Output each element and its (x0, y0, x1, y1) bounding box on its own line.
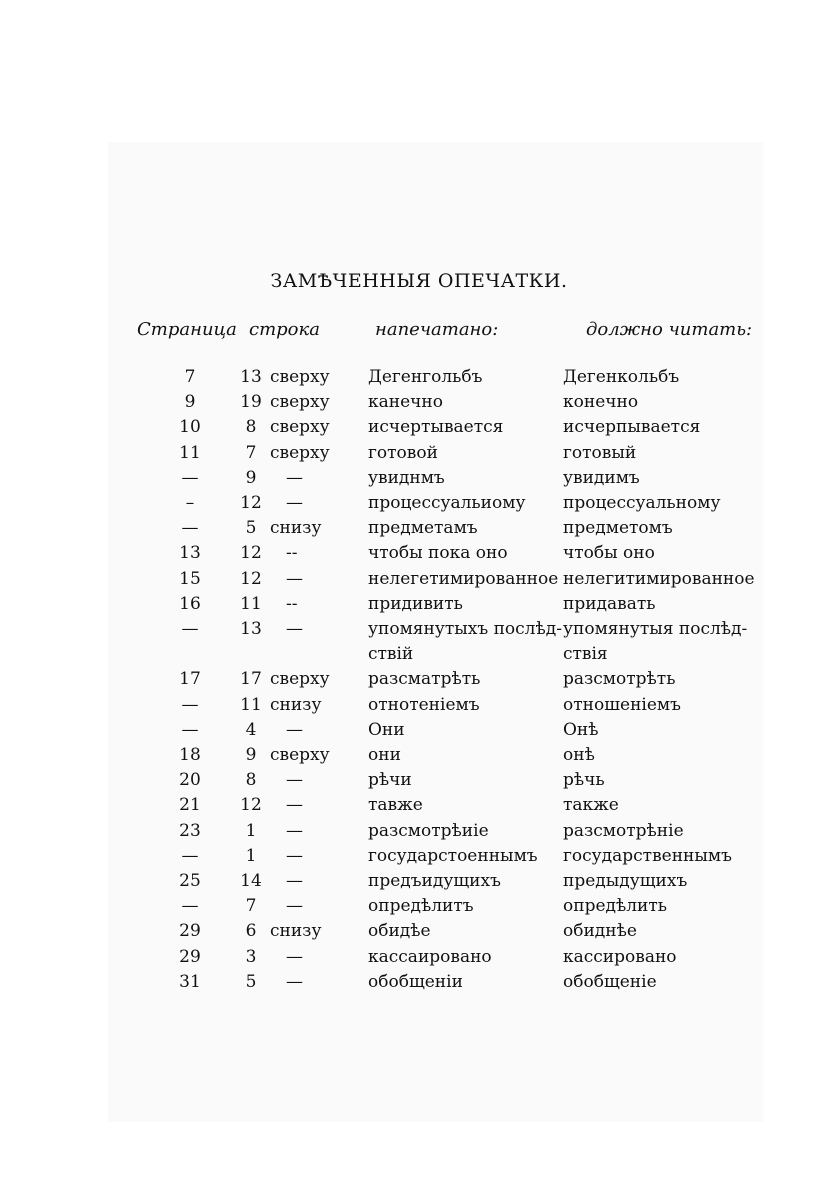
row-page: 11 (179, 442, 201, 463)
row-direction: сверху (270, 745, 330, 765)
row-direction: — (286, 568, 303, 589)
row-printed: упомянутыхъ послѣд- (368, 619, 562, 639)
table-row (0, 491, 840, 516)
table-row (0, 793, 840, 818)
row-correct: придавать (563, 593, 656, 614)
row-correct: онѣ (563, 745, 595, 765)
row-correct: разсмотрѣніе (563, 820, 684, 841)
row-correct: Дегенкольбъ (563, 367, 680, 387)
row-line: 9 (245, 467, 257, 488)
row-line: 8 (245, 417, 257, 438)
row-direction: — (286, 493, 303, 513)
row-printed: предъидущихъ (368, 871, 501, 891)
row-printed: тавже (368, 795, 423, 816)
row-printed: рѣчи (368, 770, 412, 791)
row-page: — (181, 694, 199, 715)
page-title: ЗАМѢЧЕННЫЯ ОПЕЧАТКИ. (270, 270, 568, 292)
row-page: – (185, 493, 195, 513)
row-line: 4 (245, 719, 257, 740)
table-row (0, 516, 840, 541)
row-direction: — (286, 971, 303, 992)
row-page: 18 (179, 745, 201, 765)
row-printed: увиднмъ (368, 467, 445, 488)
row-line: 11 (240, 593, 262, 614)
row-direction: снизу (270, 921, 322, 942)
row-page: 15 (179, 568, 201, 589)
row-correct: опредѣлить (563, 896, 668, 917)
row-line: 13 (240, 367, 262, 387)
row-direction: сверху (270, 367, 330, 387)
row-direction: — (286, 719, 303, 740)
row-page: — (181, 719, 199, 740)
row-direction: — (286, 795, 303, 816)
row-direction: — (286, 871, 303, 891)
row-correct: обобщеніе (563, 971, 657, 992)
row-correct: отношеніемъ (563, 694, 681, 715)
row-correct: нелегитимированное (563, 568, 755, 589)
row-correct: государственнымъ (563, 845, 732, 866)
header-correct: должно читать: (586, 319, 753, 340)
table-row (0, 441, 840, 466)
row-printed: предметамъ (368, 518, 478, 539)
row-direction: сверху (270, 442, 330, 463)
row-printed: государстоеннымъ (368, 845, 538, 866)
row-printed: кассаировано (368, 946, 492, 967)
row-page: 9 (184, 392, 196, 413)
row-printed: исчертывается (368, 417, 504, 438)
row-direction: сверху (270, 392, 330, 413)
table-row (0, 894, 840, 919)
row-printed: процессуальиому (368, 493, 526, 513)
table-row (0, 919, 840, 944)
row-page: — (181, 896, 199, 917)
row-printed: разсматрѣть (368, 669, 481, 690)
table-row (0, 592, 840, 617)
table-row (0, 743, 840, 768)
row-page: — (181, 518, 199, 539)
row-printed: придивить (368, 593, 463, 614)
row-line: 6 (245, 921, 257, 942)
row-direction: — (286, 845, 303, 866)
row-line: 12 (240, 493, 262, 513)
row-line: 7 (245, 442, 257, 463)
table-row (0, 693, 840, 718)
row-page: 31 (179, 971, 201, 992)
table-header (0, 317, 840, 342)
row-correct: конечно (563, 392, 639, 413)
row-page: 20 (179, 770, 201, 791)
row-page: 13 (179, 543, 201, 564)
row-line: 12 (240, 795, 262, 816)
row-correct-continuation: ствія (563, 644, 608, 665)
row-page: 7 (184, 367, 196, 387)
row-printed-continuation: ствій (368, 644, 414, 665)
table-row (0, 541, 840, 566)
row-correct: предыдущихъ (563, 871, 688, 891)
row-printed: Дегенгольбъ (368, 367, 483, 387)
row-correct: увидимъ (563, 467, 640, 488)
table-row (0, 617, 840, 642)
row-direction: снизу (270, 518, 322, 539)
table-row (0, 567, 840, 592)
row-correct: предметомъ (563, 518, 673, 539)
row-page: 23 (179, 820, 201, 841)
row-line: 17 (240, 669, 262, 690)
table-row (0, 390, 840, 415)
table-row (0, 768, 840, 793)
row-line: 19 (240, 392, 262, 413)
row-page: 17 (179, 669, 201, 690)
row-direction: — (286, 770, 303, 791)
row-direction: — (286, 467, 303, 488)
header-line: строка (249, 319, 320, 340)
row-line: 1 (245, 845, 257, 866)
row-line: 9 (245, 745, 257, 765)
row-correct: разсмотрѣть (563, 669, 676, 690)
row-direction: -- (286, 593, 298, 614)
row-page: — (181, 619, 199, 639)
row-direction: — (286, 946, 303, 967)
row-page: 25 (179, 871, 201, 891)
row-printed: опредѣлитъ (368, 896, 474, 917)
row-printed: Они (368, 719, 405, 740)
row-correct: обиднѣе (563, 921, 637, 942)
row-correct: исчерпывается (563, 417, 701, 438)
row-page: — (181, 845, 199, 866)
row-line: 11 (240, 694, 262, 715)
row-line: 14 (240, 871, 262, 891)
row-correct: готовый (563, 442, 637, 463)
row-printed: канечно (368, 392, 443, 413)
row-page: 16 (179, 593, 201, 614)
row-correct: процессуальному (563, 493, 721, 513)
row-correct: чтобы оно (563, 543, 655, 564)
row-correct: упомянутыя послѣд- (563, 619, 748, 639)
row-direction: — (286, 619, 303, 639)
row-direction: снизу (270, 694, 322, 715)
row-direction: — (286, 896, 303, 917)
table-row (0, 844, 840, 869)
row-printed: обидѣе (368, 921, 431, 942)
row-page: — (181, 467, 199, 488)
row-correct: Онѣ (563, 719, 599, 740)
row-correct: также (563, 795, 619, 816)
row-direction: -- (286, 543, 298, 564)
row-printed: обобщеніи (368, 971, 463, 992)
table-row (0, 819, 840, 844)
row-line: 1 (245, 820, 257, 841)
row-direction: сверху (270, 669, 330, 690)
row-line: 12 (240, 568, 262, 589)
row-page: 29 (179, 946, 201, 967)
row-printed: готовой (368, 442, 438, 463)
table-row (0, 718, 840, 743)
row-line: 13 (240, 619, 262, 639)
row-line: 8 (245, 770, 257, 791)
row-correct: рѣчь (563, 770, 605, 791)
table-row (0, 466, 840, 491)
table-row (0, 869, 840, 894)
table-row (0, 667, 840, 692)
row-line: 3 (245, 946, 257, 967)
row-page: 21 (179, 795, 201, 816)
row-printed: нелегетимированное (368, 568, 559, 589)
row-page: 29 (179, 921, 201, 942)
table-row (0, 945, 840, 970)
row-line: 5 (245, 518, 257, 539)
row-page: 10 (179, 417, 201, 438)
header-printed: напечатано: (375, 319, 499, 340)
header-page: Страница (137, 319, 237, 340)
row-line: 5 (245, 971, 257, 992)
table-row (0, 970, 840, 995)
row-printed: они (368, 745, 401, 765)
row-line: 12 (240, 543, 262, 564)
table-row (0, 415, 840, 440)
table-row (0, 365, 840, 390)
row-printed: чтобы пока оно (368, 543, 508, 564)
row-printed: разсмотрѣиіе (368, 820, 489, 841)
row-line: 7 (245, 896, 257, 917)
row-direction: сверху (270, 417, 330, 438)
row-direction: — (286, 820, 303, 841)
row-correct: кассировано (563, 946, 677, 967)
table-row-continuation (0, 642, 840, 667)
row-printed: отнотеніемъ (368, 694, 480, 715)
